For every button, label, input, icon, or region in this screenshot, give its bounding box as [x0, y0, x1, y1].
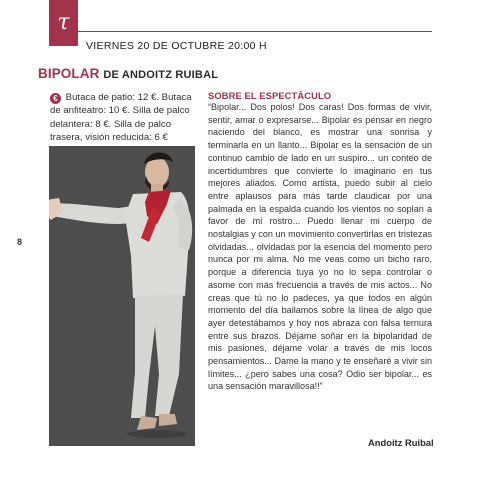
show-author: DE ANDOITZ RUIBAL	[103, 69, 219, 81]
logo-tab	[49, 0, 78, 46]
author-signature: Andoitz Ruibal	[368, 437, 434, 448]
event-title	[38, 66, 218, 81]
header-rule	[78, 31, 432, 32]
logo-letter: τ	[57, 10, 70, 35]
event-date: VIERNES 20 DE OCTUBRE 20:00 H	[86, 40, 267, 52]
show-name: BIPOLAR	[38, 66, 100, 81]
performer-photo	[49, 146, 195, 446]
page-number: 8	[17, 237, 23, 247]
performer-figure	[49, 146, 195, 446]
section-body: “Bipolar... Dos polos! Dos caras! Dos formas de vivir, sentir, amar o expresarse... Bipolar es pensar en negro naciendo del blanco, es mostrar una sonrisa y terminarla en un llanto... Bipolar es la sensación de un continuo cambio de lado en un suspiro... un conteo de incertidumbres que convierte lo imaginario en tus mejores aliados. Como artista, puedo subir al cielo entre aplausos para más tarde claudicar por una palmada en la espalda cuando los vientos no soplan a favor de mi rostro... Puedo llenar mi cuerpo de nostalgias y con un movimiento convertirlas en tristezas olvidadas... olvidadas por la esencia del momento pero nunca por mi alma. No me veas como un bicho raro, porque a diferencia tuya yo no lo sepa controlar o asome con más frecuencia a través de mis actos... No creas que tú no lo padeces, ya que todos en algún momento del día bailamos sobre la línea de algo que ayer detestábamos y hoy nos abraza con falsa ternura entre sus brazos. Déjame soñar en la bipolaridad de mis pasiones, déjame volar a través de mis locos pensamientos... Dame la mano y te enseñaré a vivir sin límites... ¿pero sabes una cosa? Odio ser bipolar... es una sensación maravillosa!!”	[208, 102, 432, 392]
ticket-prices	[50, 91, 196, 145]
section-heading: SOBRE EL ESPECTÁCULO	[208, 90, 332, 101]
euro-icon: €	[50, 93, 61, 104]
ticket-prices-text: Butaca de patio: 12 €. Butaca de anfiteatro: 10 €. Silla de palco delantera: 8 €. Silla de palco trasera, visión reducida: 6 €	[50, 92, 192, 144]
